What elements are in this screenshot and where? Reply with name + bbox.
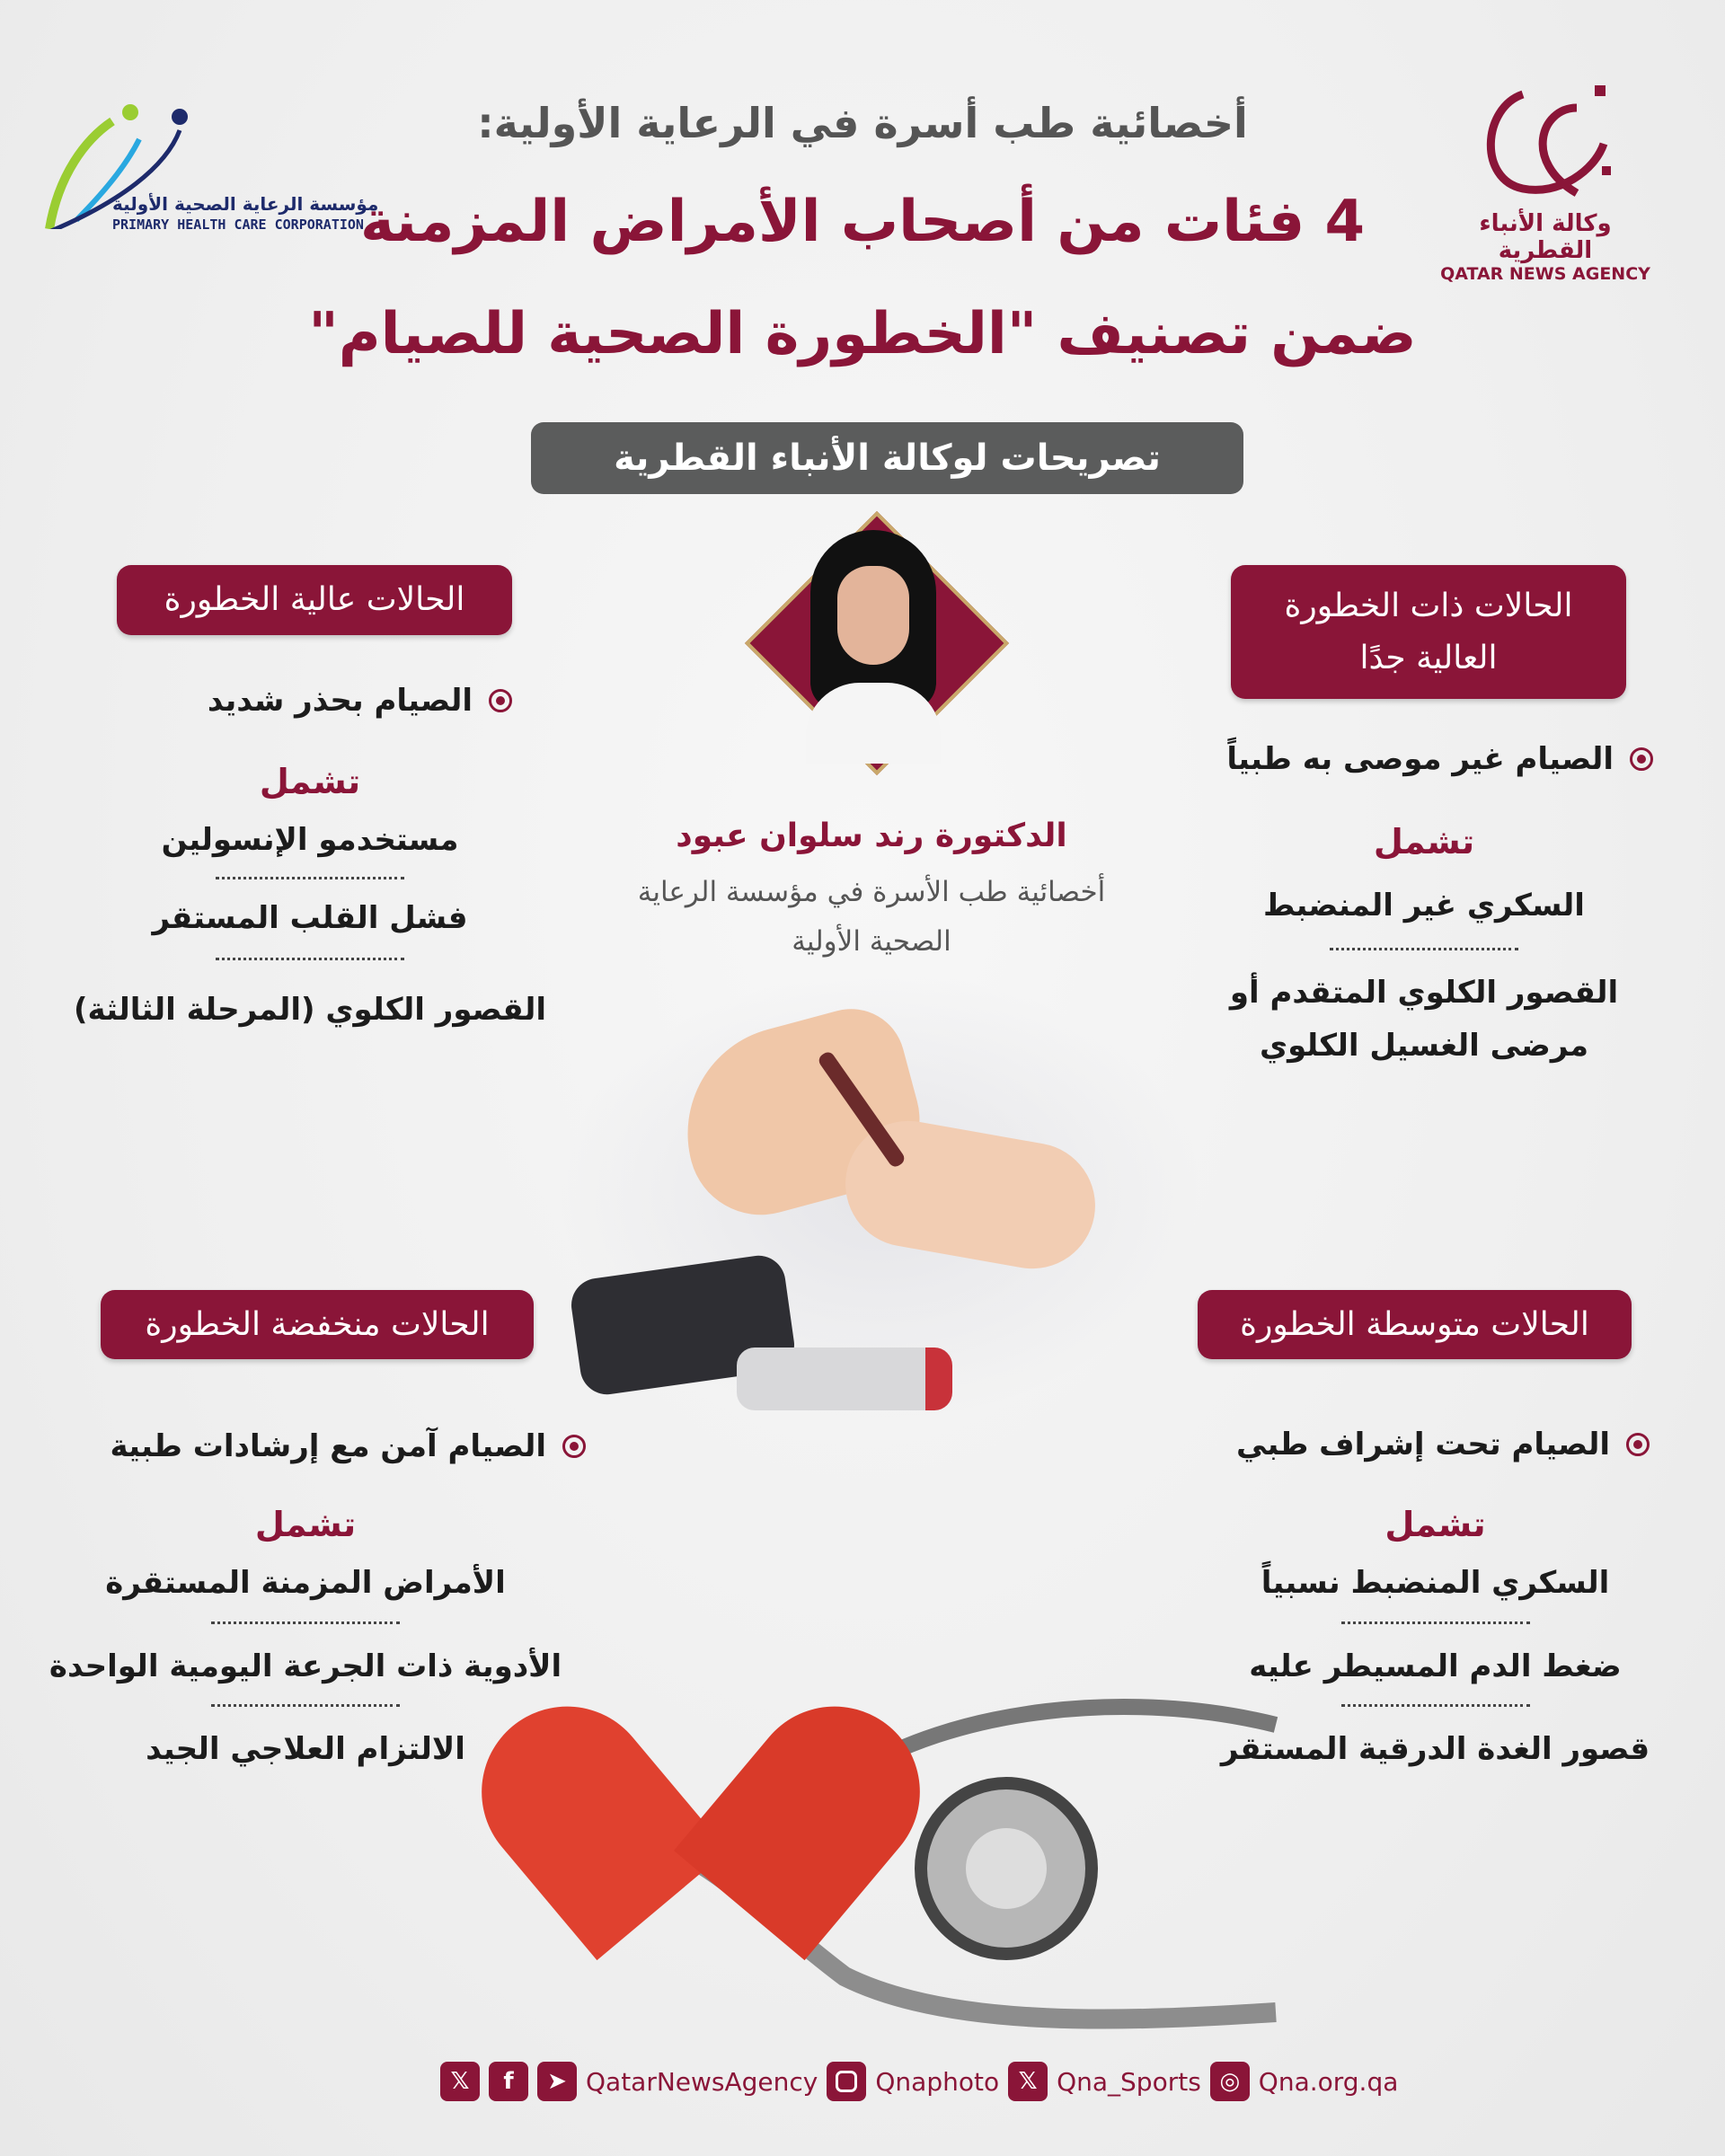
includes-label: تشمل: [1384, 1505, 1486, 1544]
divider: [216, 958, 404, 960]
globe-icon[interactable]: ◎: [1210, 2062, 1250, 2101]
includes-label: تشمل: [259, 762, 361, 801]
list-item: السكري غير المنضبط: [1263, 888, 1585, 923]
list-item: قصور الغدة الدرقية المستقر: [1220, 1731, 1650, 1767]
heart-icon: [557, 1617, 845, 1904]
list-item: مرضى الغسيل الكلوي: [1259, 1028, 1589, 1064]
instagram-icon[interactable]: [827, 2062, 866, 2101]
x-icon[interactable]: 𝕏: [440, 2062, 480, 2101]
website-link[interactable]: Qna.org.qa: [1258, 2066, 1399, 2097]
category-title-line1: الحالات ذات الخطورة: [1284, 587, 1573, 624]
list-item: ضغط الدم المسيطر عليه: [1249, 1648, 1622, 1684]
header-subtitle: أخصائية طب أسرة في الرعاية الأولية:: [477, 99, 1248, 147]
list-item: فشل القلب المستقر: [152, 899, 468, 936]
handle-sports-link[interactable]: Qna_Sports: [1057, 2066, 1201, 2097]
divider: [211, 1621, 400, 1624]
includes-label: تشمل: [254, 1505, 357, 1544]
bullet-icon: [489, 689, 512, 712]
advice-text: الصيام غير موصى به طبياً: [1226, 741, 1614, 777]
divider: [1341, 1621, 1530, 1624]
list-item: مستخدمو الإنسولين: [161, 822, 459, 858]
list-item: الالتزام العلاجي الجيد: [146, 1731, 465, 1767]
doctor-photo: [792, 530, 954, 764]
handle-photo-link[interactable]: Qnaphoto: [875, 2066, 1000, 2097]
divider: [216, 877, 404, 879]
advice-text: الصيام آمن مع إرشادات طبية: [110, 1428, 546, 1464]
headline-line1: 4 فئات من أصحاب الأمراض المزمنة: [359, 189, 1366, 255]
qna-logo-ar: وكالة الأنباء القطرية: [1479, 210, 1612, 264]
category-medium-list: [1195, 1505, 1676, 1777]
doctor-name: الدكتورة رند سلوان عبود: [676, 817, 1067, 854]
telegram-icon[interactable]: ➤: [537, 2062, 577, 2101]
divider: [1330, 948, 1518, 950]
bullet-icon: [1630, 747, 1653, 771]
category-very-high-title: [1231, 565, 1626, 699]
headline-line2: ضمن تصنيف "الخطورة الصحية للصيام": [308, 301, 1417, 367]
includes-label: تشمل: [1373, 822, 1475, 862]
category-low-advice: [110, 1428, 586, 1464]
source-badge: تصريحات لوكالة الأنباء القطرية: [531, 422, 1243, 494]
divider: [1341, 1704, 1530, 1707]
list-item: السكري المنضبط نسبياً: [1261, 1565, 1610, 1601]
category-title-line2: العالية جدًا: [1359, 639, 1498, 676]
list-item: القصور الكلوي المتقدم أو: [1229, 974, 1619, 1011]
category-low-title: الحالات منخفضة الخطورة: [101, 1290, 534, 1359]
doctor-title-line2: الصحية الأولية: [792, 925, 951, 958]
advice-text: الصيام تحت إشراف طبي: [1236, 1427, 1610, 1462]
glucose-test-photo: [557, 970, 1204, 1419]
advice-text: الصيام بحذر شديد: [207, 683, 473, 719]
phcc-logo-en: PRIMARY HEALTH CARE CORPORATION: [112, 216, 364, 233]
divider: [211, 1704, 400, 1707]
category-low-list: [36, 1505, 575, 1777]
list-item: الأمراض المزمنة المستقرة: [105, 1565, 506, 1601]
bullet-icon: [1626, 1433, 1650, 1456]
phcc-logo-ar: مؤسسة الرعاية الصحية الأولية: [112, 193, 379, 215]
doctor-title-line1: أخصائية طب الأسرة في مؤسسة الرعاية: [637, 876, 1106, 908]
facebook-icon[interactable]: f: [489, 2062, 528, 2101]
category-medium-advice: [1236, 1427, 1650, 1462]
handle-main-link[interactable]: QatarNewsAgency: [586, 2066, 818, 2097]
bullet-icon: [562, 1435, 586, 1458]
social-footer: [440, 2062, 1398, 2101]
qna-logo-en: QATAR NEWS AGENCY: [1440, 264, 1650, 284]
list-item: القصور الكلوي (المرحلة الثالثة): [73, 992, 547, 1028]
category-very-high-advice: [1226, 741, 1653, 777]
heart-stethoscope-photo: [503, 1599, 1312, 2048]
category-very-high-list: [1199, 822, 1649, 1074]
list-item: الأدوية ذات الجرعة اليومية الواحدة: [49, 1648, 562, 1684]
category-medium-title: الحالات متوسطة الخطورة: [1198, 1290, 1632, 1359]
x-icon[interactable]: 𝕏: [1008, 2062, 1048, 2101]
category-high-title: الحالات عالية الخطورة: [117, 565, 512, 635]
category-high-list: [54, 762, 566, 1038]
category-high-advice: [208, 683, 512, 719]
